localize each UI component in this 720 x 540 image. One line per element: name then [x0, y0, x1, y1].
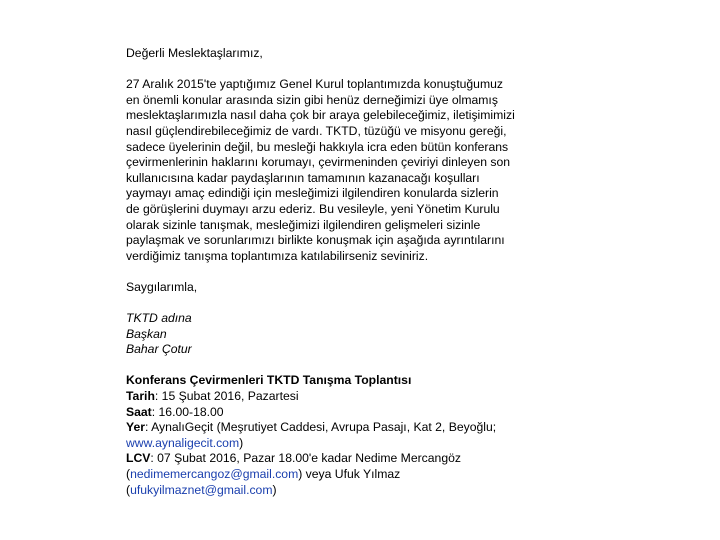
- closing: Saygılarımla,: [126, 279, 198, 294]
- rsvp-label: LCV: [126, 451, 151, 466]
- body-line: olarak sizinle tanışmak, mesleğimizi ilgilendiren gelişmeleri sizinle: [126, 217, 481, 232]
- date-label: Tarih: [126, 389, 155, 404]
- rsvp-contact-1: [126, 467, 566, 483]
- paren-open: (: [126, 467, 131, 482]
- body-line: 27 Aralık 2015'te yaptığımız Genel Kurul toplantımızda konuştuğumuz: [126, 77, 503, 92]
- rsvp-value: : 07 Şubat 2016, Pazar 18.00'e kadar Nedime Mercangöz: [150, 451, 461, 466]
- body-line: de görüşlerini duymayı arzu ederiz. Bu vesileyle, yeni Yönetim Kurulu: [126, 201, 500, 216]
- meeting-title: Konferans Çevirmenleri TKTD Tanışma Toplantısı: [126, 373, 412, 388]
- spacer: [126, 358, 566, 374]
- meeting-details: [126, 373, 566, 498]
- time-label: Saat: [126, 404, 152, 419]
- signature-role: Başkan: [126, 326, 167, 341]
- body-line: çevirmenlerinin haklarını korumayı, çevirmeninden çeviriyi dinleyen son: [126, 155, 511, 170]
- signature-org: TKTD adına: [126, 311, 192, 326]
- spacer: [126, 296, 566, 312]
- place-label: Yer: [126, 420, 145, 435]
- body-line: meslektaşlarımızla nasıl daha çok bir araya gelebileceğimiz, iletişimimizi: [126, 108, 515, 123]
- signature-name: Bahar Çotur: [126, 342, 192, 357]
- meeting-rsvp: [126, 451, 566, 467]
- email-link-ufuk[interactable]: ufukyilmaznet@gmail.com: [130, 482, 273, 497]
- paren-close: ): [272, 482, 277, 497]
- time-value: : 16.00-18.00: [151, 404, 224, 419]
- greeting: Değerli Meslektaşlarımız,: [126, 46, 263, 60]
- place-value: : AynalıGeçit (Meşrutiyet Caddesi, Avrupa Pasajı, Kat 2, Beyoğlu;: [144, 420, 497, 435]
- body-line: sadece üyelerinin değil, bu mesleği hakkıyla icra eden bütün konferans: [126, 139, 509, 154]
- body-paragraph: [126, 77, 566, 264]
- rsvp-contact-2: [126, 483, 566, 499]
- letter: [126, 46, 566, 498]
- spacer: [126, 264, 566, 280]
- body-line: nasıl güçlendirebileceğimiz de vardı. TKTD, tüzüğü ve misyonu gereği,: [126, 123, 507, 138]
- email-link-nedime[interactable]: nedimemercangoz@gmail.com: [130, 467, 299, 482]
- meeting-date: [126, 389, 566, 405]
- paren-open: (: [126, 482, 131, 497]
- place-close: ): [239, 435, 244, 450]
- rsvp-mid: ) veya Ufuk Yılmaz: [298, 467, 401, 482]
- body-line: en önemli konular arasında sizin gibi henüz derneğimizi üye olmamış: [126, 92, 498, 107]
- body-line: kullanıcısına kadar paydaşlarının tamamının kazanacağı koşulları: [126, 170, 480, 185]
- body-line: yaymayı amaç edindiği için mesleğimizi ilgilendiren konularda sizlerin: [126, 186, 499, 201]
- meeting-place: [126, 420, 566, 436]
- body-line: paylaşmak ve sorunlarımızı birlikte konuşmak için aşağıda ayrıntılarını: [126, 233, 505, 248]
- body-line: verdiğimiz tanışma toplantımıza katılabilirseniz seviniriz.: [126, 248, 429, 263]
- meeting-place-link-line: [126, 436, 566, 452]
- venue-website-link[interactable]: www.aynaligecit.com: [126, 435, 240, 450]
- signature: [126, 311, 566, 358]
- meeting-time: [126, 405, 566, 421]
- spacer: [126, 62, 566, 78]
- date-value: : 15 Şubat 2016, Pazartesi: [154, 389, 299, 404]
